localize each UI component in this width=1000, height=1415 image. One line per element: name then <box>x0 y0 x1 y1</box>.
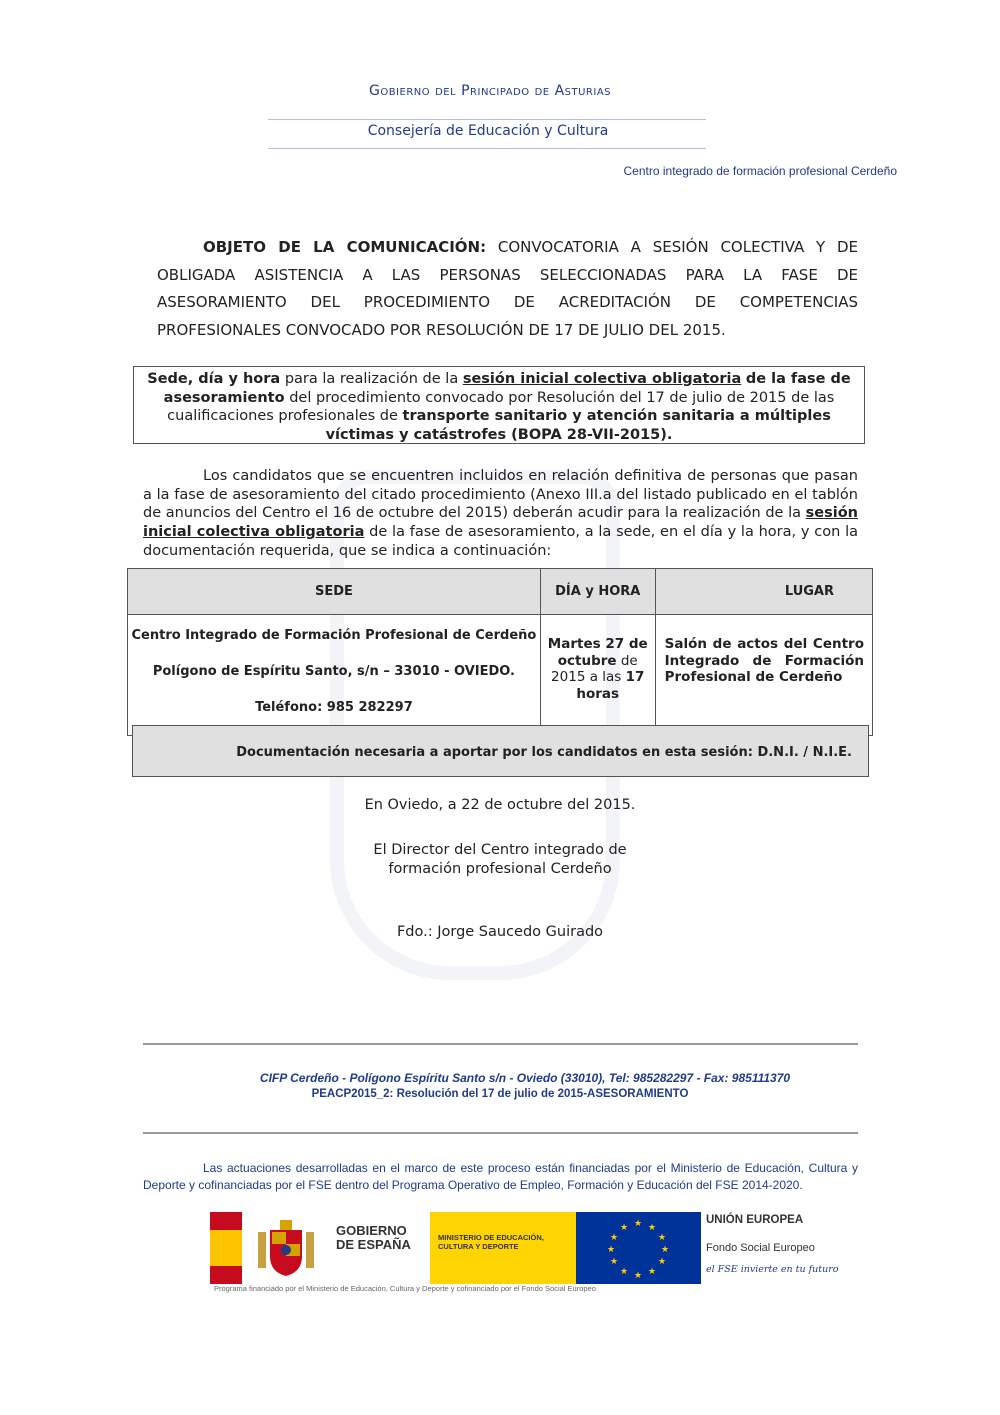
financiacion-text: Las actuaciones desarrolladas en el marco de este proceso están financiadas por el Ministerio de Educación, Cultura y Deporte y cofinanciadas por el FSE dentro del Programa Operativo de Empleo, Formación y Educación del FSE 2014-2020. <box>143 1161 858 1192</box>
box-p3: sesión inicial colectiva obligatoria <box>462 371 742 387</box>
gobierno-espana-text: GOBIERNO DE ESPAÑA <box>336 1223 411 1252</box>
sede-table <box>127 568 873 736</box>
lugar-fecha: En Oviedo, a 22 de octubre del 2015. <box>364 797 636 813</box>
svg-text:★: ★ <box>609 1233 619 1243</box>
box-p6: transporte sanitario y atención sanitaria a múltiples víctimas y catástrofes (BOPA 28-VII-2015). <box>325 408 831 443</box>
footer-divider-top <box>143 1043 858 1045</box>
header-lugar: LUGAR <box>655 569 872 615</box>
footer-resolucion: PEACP2015_2: Resolución del 17 de julio de 2015-ASESORAMIENTO <box>311 1088 689 1100</box>
sede-box <box>133 366 865 444</box>
cell-dia <box>540 615 655 736</box>
header-divider-bottom <box>268 148 706 149</box>
fse-label: Fondo Social Europeo <box>706 1242 815 1254</box>
documentacion-box: Documentación necesaria a aportar por los candidatos en esta sesión: D.N.I. / N.I.E. <box>132 725 869 777</box>
programa-text: Programa financiado por el Ministerio de Educación, Cultura y Deporte y cofinanciado por el Fondo Social Europeo <box>214 1284 596 1293</box>
objeto-comunicacion <box>157 234 858 344</box>
box-p2: para la realización de la <box>284 371 459 387</box>
table-row <box>128 615 873 736</box>
dia-d1: Martes 27 de octubre <box>547 636 648 669</box>
cargo-director <box>0 841 1000 879</box>
svg-text:★: ★ <box>647 1223 657 1233</box>
ue-label: UNIÓN EUROPEA <box>706 1214 804 1226</box>
box-p4: de la fase de asesoramiento <box>163 371 851 406</box>
box-p5: del procedimiento convocado por Resolución del 17 de julio de 2015 de las cualificaciones profesionales de <box>167 389 835 424</box>
candidatos-paragraph <box>143 467 858 561</box>
logos-banner <box>210 1212 847 1292</box>
svg-text:★: ★ <box>609 1257 619 1267</box>
cargo-line-2: formación profesional Cerdeño <box>388 861 612 877</box>
header-sede: SEDE <box>128 569 541 615</box>
firmante: Fdo.: Jorge Saucedo Guirado <box>396 924 604 940</box>
footer-financiacion <box>143 1160 858 1194</box>
ministerio-text: MINISTERIO DE EDUCACIÓN, CULTURA Y DEPORTE <box>438 1233 544 1251</box>
svg-text:★: ★ <box>657 1233 667 1243</box>
sede-nombre: Centro Integrado de Formación Profesional de Cerdeño <box>131 628 537 643</box>
cell-sede <box>128 615 541 736</box>
table-header-row <box>128 569 873 615</box>
svg-text:★: ★ <box>606 1245 616 1255</box>
svg-text:★: ★ <box>633 1271 643 1281</box>
header-consejeria: Consejería de Educación y Cultura <box>367 123 609 139</box>
dia-d3: 17 horas <box>576 669 645 702</box>
eu-stars-icon <box>576 1212 701 1284</box>
lugar-text: Salón de actos del Centro Integrado de Formación Profesional de Cerdeño <box>664 636 864 685</box>
gobierno-espana-logo <box>210 1212 430 1284</box>
cargo-line-1: El Director del Centro integrado de <box>373 842 627 858</box>
svg-text:★: ★ <box>660 1245 670 1255</box>
box-p1: Sede, día y hora <box>147 371 281 387</box>
header-dia: DÍA y HORA <box>540 569 655 615</box>
svg-text:★: ★ <box>633 1219 643 1229</box>
cell-lugar <box>655 615 872 736</box>
dia-d2: de 2015 a las <box>551 652 638 685</box>
header-gobierno: Gobierno del Principado de Asturias <box>368 83 612 99</box>
svg-text:★: ★ <box>657 1257 667 1267</box>
svg-text:★: ★ <box>619 1223 629 1233</box>
eu-flag <box>576 1212 701 1284</box>
para-a: Los candidatos que se encuentren incluidos en relación definitiva de personas que pasan a la fase de asesoramiento del citado procedimiento (Anexo III.a del listado publicado en el tablón de anuncios del Centro el 16 de octubre del 2015) deberán acudir para la realización de la <box>143 468 858 522</box>
objeto-text: CONVOCATORIA A SESIÓN COLECTIVA Y DE OBLIGADA ASISTENCIA A LAS PERSONAS SELECCIONADAS PARA LA FASE DE ASESORAMIENTO DEL PROCEDIMIENTO DE ACREDITACIÓN DE COMPETENCIAS PROFESIONALES CONVOCADO POR RESOLUCIÓN DE 17 DE JULIO DEL 2015. <box>157 238 858 339</box>
coat-of-arms-icon <box>256 1218 316 1278</box>
sede-telefono: Teléfono: 985 282297 <box>255 700 413 715</box>
ministerio-logo <box>430 1212 576 1284</box>
header-centro: Centro integrado de formación profesional Cerdeño <box>623 164 897 178</box>
para-c: de la fase de asesoramiento, a la sede, en el día y la hora, y con la documentación requerida, que se indica a continuación: <box>143 524 858 559</box>
ue-fse-text <box>706 1214 847 1275</box>
svg-text:★: ★ <box>647 1267 657 1277</box>
objeto-label: OBJETO DE LA COMUNICACIÓN: <box>203 238 487 256</box>
spain-flag-icon <box>210 1212 242 1284</box>
sede-direccion: Polígono de Espíritu Santo, s/n – 33010 - OVIEDO. <box>152 664 515 679</box>
para-b: sesión inicial colectiva obligatoria <box>143 505 858 541</box>
footer-contacto: CIFP Cerdeño - Polígono Espíritu Santo s/n - Oviedo (33010), Tel: 985282297 - Fax: 985111370 <box>259 1071 791 1085</box>
header-divider-top <box>268 119 706 120</box>
fse-lema: el FSE invierte en tu futuro <box>706 1264 839 1275</box>
footer-divider-bottom <box>143 1132 858 1134</box>
svg-text:★: ★ <box>619 1267 629 1277</box>
